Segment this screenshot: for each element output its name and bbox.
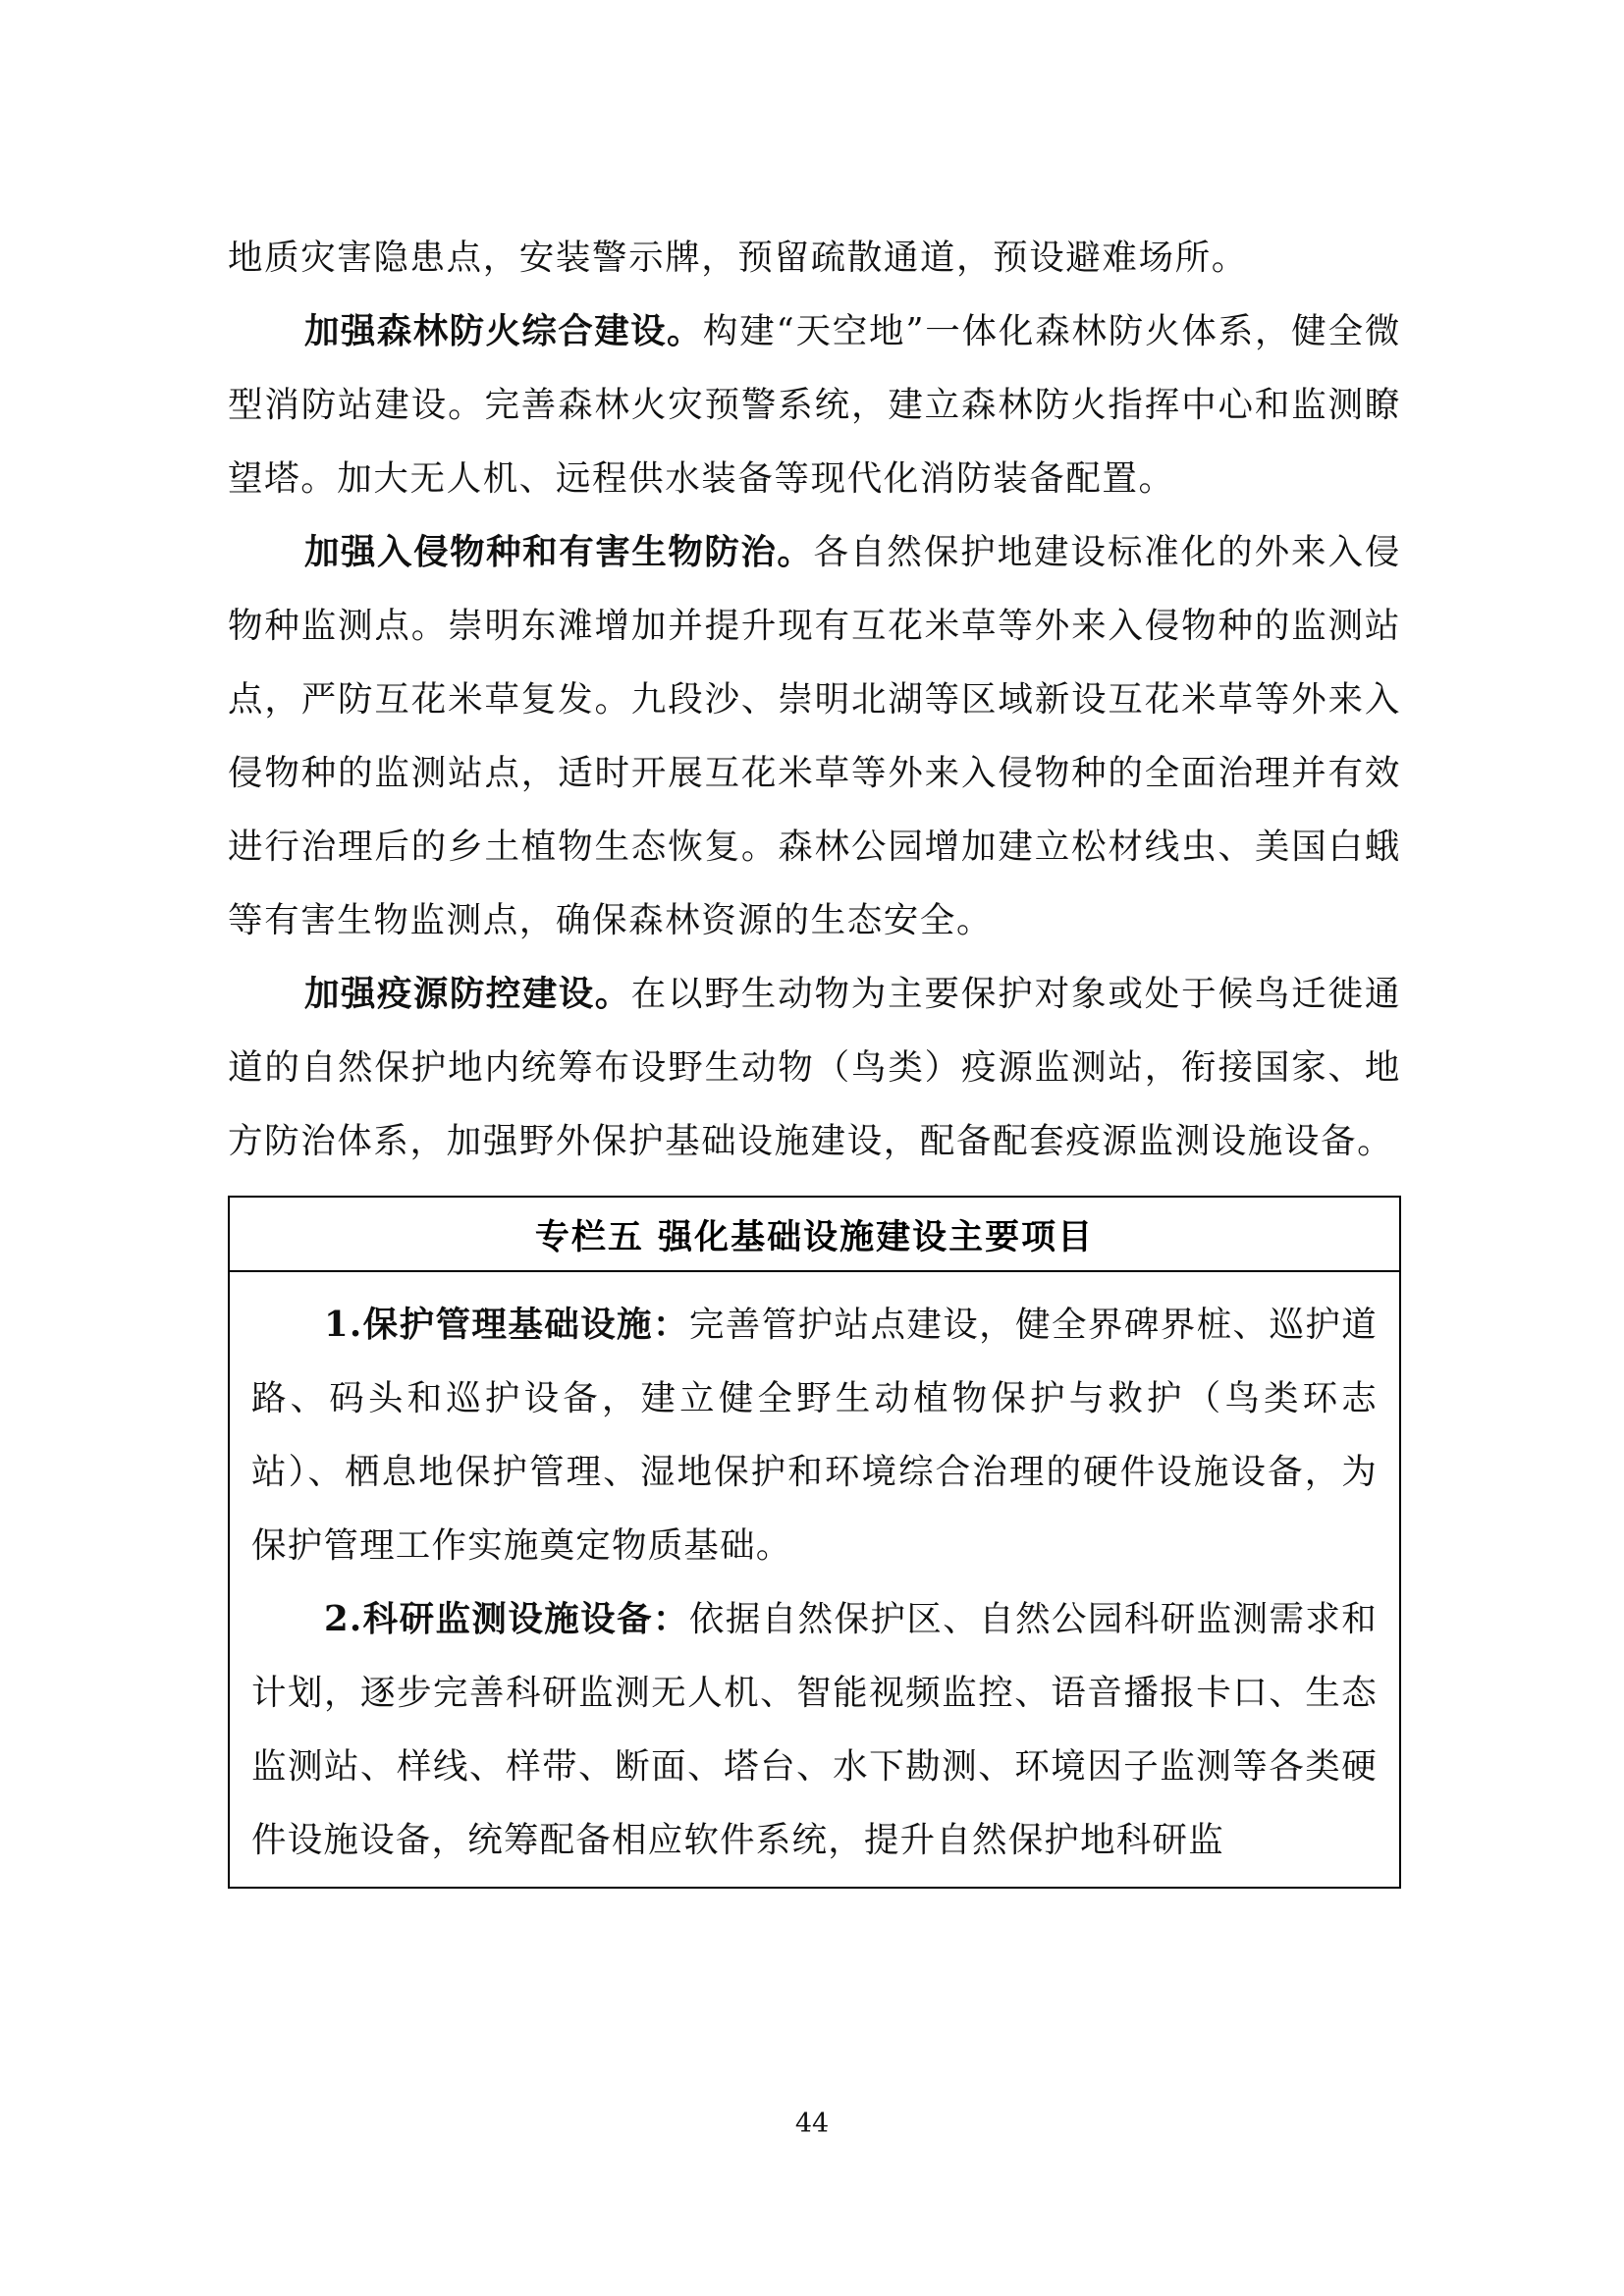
paragraph-text: 各自然保护地建设标准化的外来入侵物种监测点。崇明东滩增加并提升现有互花米草等外来入侵物种的监测站点，严防互花米草复发。九段沙、崇明北湖等区域新设互花米草等外来入侵物种的监测站点，适时开展互花米草等外来入侵物种的全面治理并有效进行治理后的乡土植物生态恢复。森林公园增加建立松材线虫、美国白蛾等有害生物监测点，确保森林资源的生态安全。 <box>228 532 1401 940</box>
callout-item-number: 2. <box>324 1599 363 1639</box>
paragraph-forest-fire <box>228 294 1401 515</box>
callout-item-label: 保护管理基础设施： <box>362 1305 689 1345</box>
callout-box-body <box>230 1272 1399 1887</box>
callout-item-number: 1. <box>324 1305 363 1345</box>
paragraph-text: 在以野生动物为主要保护对象或处于候鸟迁徙通道的自然保护地内统筹布设野生动物（鸟类）疫源监测站，衔接国家、地方防治体系，加强野外保护基础设施建设，配备配套疫源监测设施设备。 <box>228 974 1401 1161</box>
paragraph-invasive-species <box>228 515 1401 957</box>
callout-item-1 <box>251 1288 1378 1582</box>
callout-box-title: 专栏五 强化基础设施建设主要项目 <box>534 1217 1095 1257</box>
callout-item-2 <box>251 1582 1378 1877</box>
paragraph-lead: 加强疫源防控建设。 <box>304 974 631 1014</box>
paragraph-text: 构建“天空地”一体化森林防火体系，健全微型消防站建设。完善森林火灾预警系统，建立森林防火指挥中心和监测瞭望塔。加大无人机、远程供水装备等现代化消防装备配置。 <box>228 311 1401 499</box>
paragraph-epidemic-source <box>228 957 1401 1178</box>
paragraph-lead: 加强森林防火综合建设。 <box>304 311 703 351</box>
callout-item-text: 完善管护站点建设，健全界碑界桩、巡护道路、码头和巡护设备，建立健全野生动植物保护与救护（鸟类环志站）、栖息地保护管理、湿地保护和环境综合治理的硬件设施设备，为保护管理工作实施奠定物质基础。 <box>251 1305 1378 1566</box>
paragraph-lead: 加强入侵物种和有害生物防治。 <box>304 532 814 572</box>
paragraph-geohazard <box>228 221 1401 294</box>
callout-item-text: 依据自然保护区、自然公园科研监测需求和计划，逐步完善科研监测无人机、智能视频监控、语音播报卡口、生态监测站、样线、样带、断面、塔台、水下勘测、环境因子监测等各类硬件设施设备，统筹配备相应软件系统，提升自然保护地科研监 <box>251 1599 1378 1860</box>
page-content <box>228 221 1401 1889</box>
callout-box-column-five <box>228 1196 1401 1889</box>
page-number: 44 <box>794 2109 830 2139</box>
callout-item-label: 科研监测设施设备： <box>362 1599 689 1639</box>
paragraph-text: 地质灾害隐患点，安装警示牌，预留疏散通道，预设避难场所。 <box>228 238 1248 278</box>
callout-box-title-row <box>230 1198 1399 1272</box>
